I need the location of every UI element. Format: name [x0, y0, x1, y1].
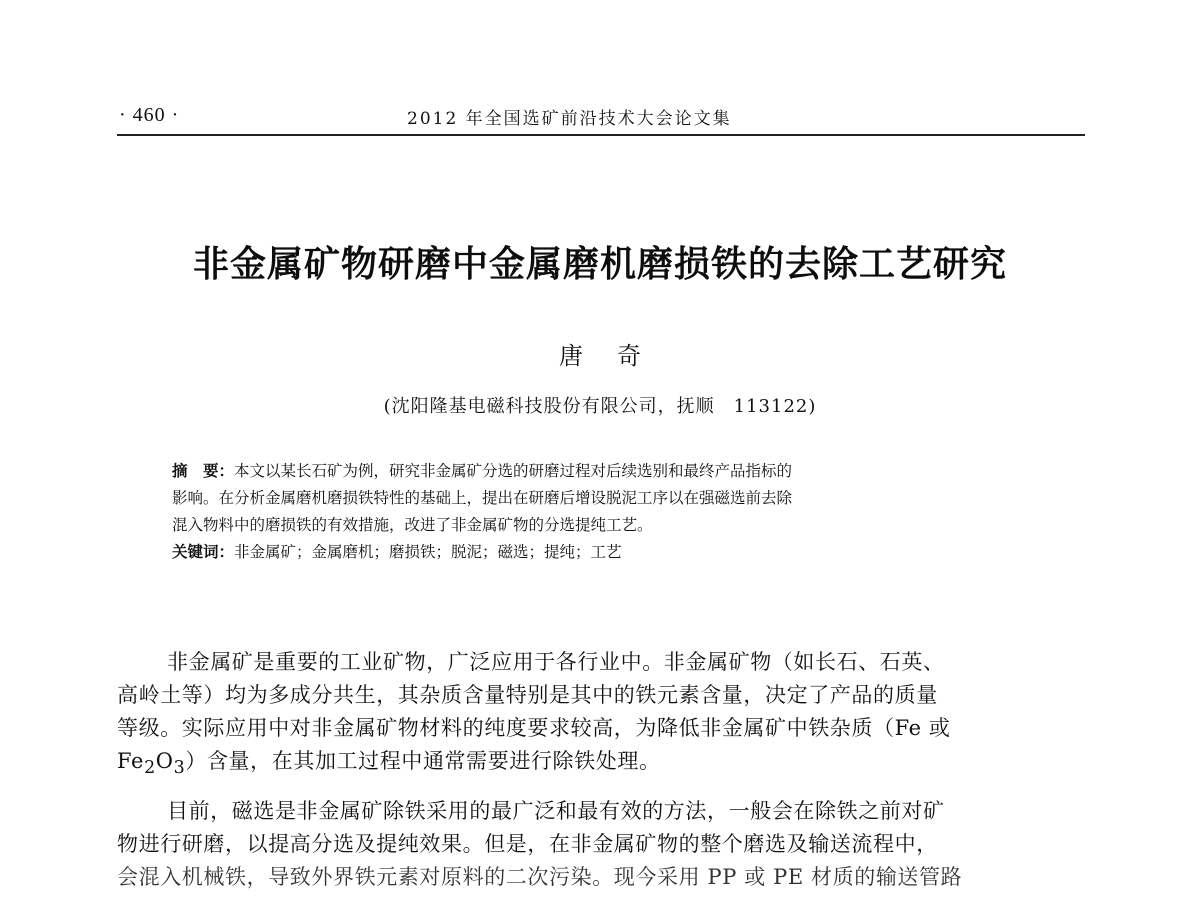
body-text: [117, 646, 1085, 894]
abstract-line: 混入物料中的磨损铁的有效措施，改进了非金属矿物的分选提纯工艺。: [172, 516, 653, 534]
formula-part: Fe: [117, 749, 145, 773]
page-number: · 460 ·: [119, 104, 180, 126]
abstract-line: [172, 458, 1042, 485]
abstract-label: 摘 要：: [172, 462, 235, 480]
paragraph-gap: [117, 785, 1085, 795]
page-header: [117, 100, 1085, 136]
running-title: 2012 年全国选矿前沿技术大会论文集: [407, 109, 732, 129]
keywords-line: [172, 539, 1042, 566]
keywords-label: 关键词：: [172, 543, 235, 561]
keywords-text: 非金属矿；金属磨机；磨损铁；脱泥；磁选；提纯；工艺: [234, 543, 622, 561]
paragraph-line: 目前，磁选是非金属矿除铁采用的最广泛和最有效的方法，一般会在除铁之前对矿: [167, 799, 945, 824]
article-title: 非金属矿物研磨中金属磨机磨损铁的去除工艺研究: [192, 244, 1007, 285]
formula-subscript: 2: [144, 758, 156, 779]
abstract-line: 影响。在分析金属磨机磨损铁特性的基础上，提出在研磨后增设脱泥工序以在强磁选前去除: [172, 489, 793, 507]
author-affiliation: (沈阳隆基电磁科技股份有限公司，抚顺 113122): [383, 396, 817, 417]
paragraph-line: 物进行研磨，以提高分选及提纯效果。但是，在非金属矿物的整个磨选及输送流程中，: [117, 832, 938, 857]
paragraph-text: ）含量，在其加工过程中通常需要进行除铁处理。: [185, 749, 661, 773]
abstract-block: [172, 458, 1042, 566]
paragraph-line: 等级。实际应用中对非金属矿物材料的纯度要求较高，为降低非金属矿中铁杂质（Fe 或: [117, 716, 951, 740]
paragraph-line: 会混入机械铁，导致外界铁元素对原料的二次污染。现今采用 PP 或 PE 材质的输送管路: [117, 865, 963, 890]
abstract-text: 本文以某长石矿为例，研究非金属矿分选的研磨过程对后续选别和最终产品指标的: [234, 462, 793, 480]
paragraph-line: [117, 745, 1085, 785]
formula-part: O: [155, 749, 174, 773]
paragraph-line: 非金属矿是重要的工业矿物，广泛应用于各行业中。非金属矿物（如长石、石英、: [167, 650, 945, 674]
author-name: 唐奇: [559, 342, 675, 370]
formula-subscript: 3: [173, 758, 186, 779]
paragraph-line: 高岭土等）均为多成分共生，其杂质含量特别是其中的铁元素含量，决定了产品的质量: [117, 683, 938, 707]
